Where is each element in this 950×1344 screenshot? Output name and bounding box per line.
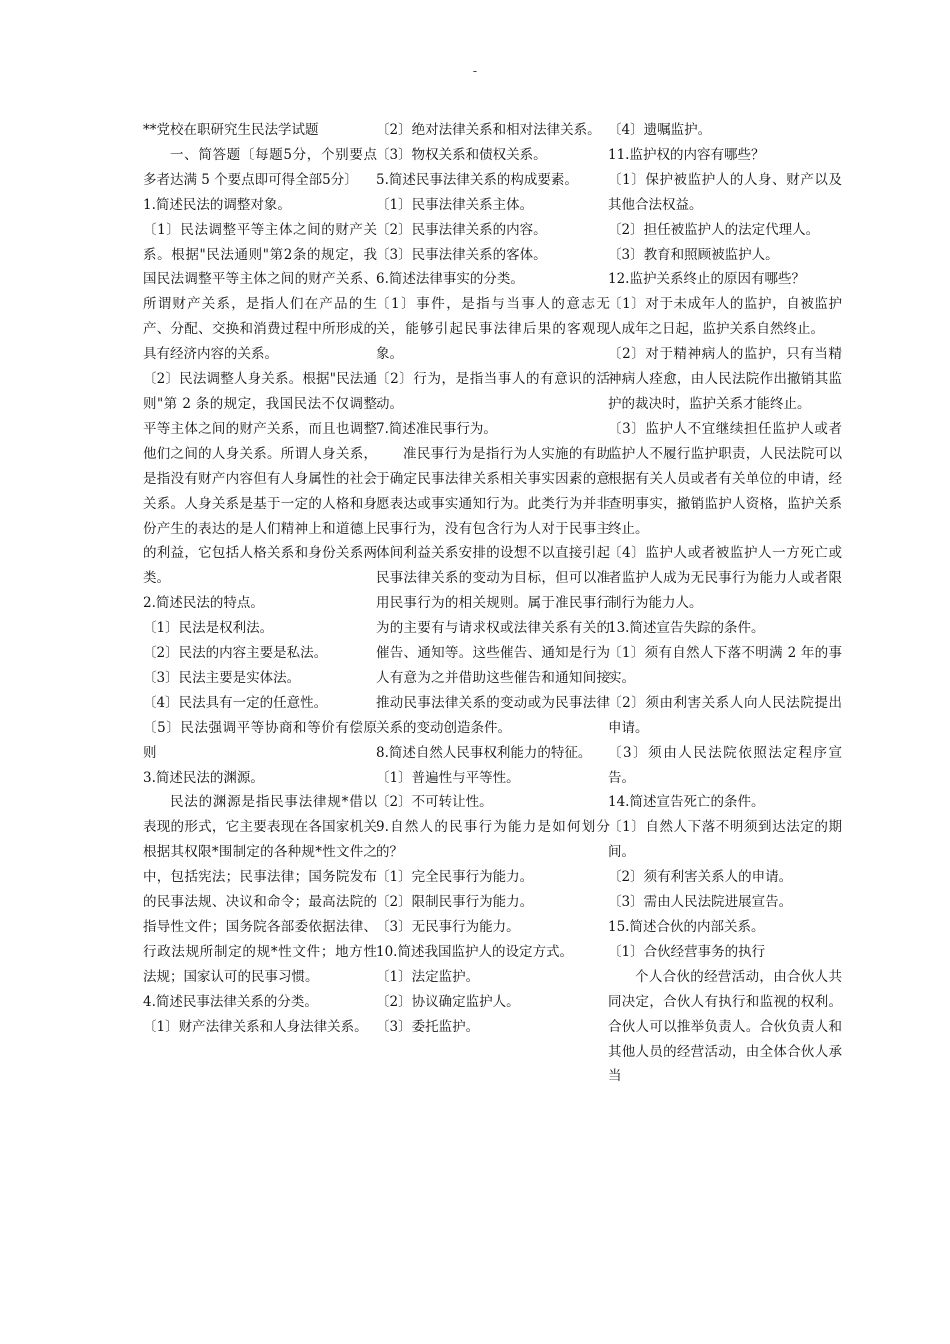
paragraph: 7.简述准民事行为。 — [376, 420, 497, 437]
paragraph: 〔3〕民事法律关系的客体。 — [376, 246, 547, 263]
paragraph: 〔2〕限制民事行为能力。 — [376, 894, 534, 911]
paragraph: 〔3〕物权关系和债权关系。 — [376, 146, 547, 163]
text-column-3 — [608, 118, 842, 1089]
paragraph: **党校在职研究生民法学试题 — [143, 122, 319, 138]
page-header-mark: - — [472, 64, 478, 79]
paragraph: 〔3〕民法主要是实体法。 — [143, 669, 301, 686]
text-column-2 — [376, 118, 610, 1040]
paragraph: 〔3〕无民事行为能力。 — [376, 919, 520, 935]
paragraph: 15.简述合伙的内部关系。 — [608, 919, 765, 935]
paragraph: 〔1〕保护被监护人的人身、财产以及其他合法权益。 — [608, 171, 842, 213]
paragraph: 13.简述宣告失踪的条件。 — [608, 620, 765, 637]
paragraph: 〔1〕财产法律关系和人身法律关系。 — [143, 1018, 368, 1035]
paragraph: 〔1〕合伙经营事务的执行 — [608, 943, 766, 960]
paragraph: 〔2〕行为，是指当事人的有意识的活动。 — [376, 371, 610, 412]
paragraph: 〔3〕监护人不宜继续担任监护人或者监护人不履行监护职责，人民法院可以根据有关人员或者有关单位的申请，经查明事实，撤销监护人资格，监护关系终止。 — [608, 420, 842, 537]
paragraph: 〔4〕遗嘱监护。 — [608, 122, 712, 138]
paragraph: 〔1〕民法是权利法。 — [143, 620, 274, 637]
paragraph: 2.简述民法的特点。 — [143, 595, 264, 612]
paragraph: 〔1〕民法调整平等主体之间的财产关系。根据"民法通则"第2条的规定，我国民法调整平等主体之间的财产关系、所谓财产关系，是指人们在产品的生产、分配、交换和消费过程中所形成的具有经济内容的关系。 — [143, 221, 377, 363]
paragraph: 5.简述民事法律关系的构成要素。 — [376, 171, 578, 188]
paragraph: 〔1〕法定监护。 — [376, 968, 480, 985]
paragraph: 〔1〕事件，是指与当事人的意志无关，能够引起民事法律后果的客观现象。 — [376, 296, 610, 363]
paragraph: 一、简答题〔每题5分，个别要点多者达满 5 个要点即可得全部5分〕 — [143, 146, 377, 188]
paragraph: 〔1〕民事法律关系主体。 — [376, 196, 534, 213]
paragraph: 〔4〕民法具有一定的任意性。 — [143, 694, 328, 711]
paragraph: 准民事行为是指行为人实施的有助于确定民事法律关系相关事实因素的意愿表达或事实通知行为。此类行为并非民事行为，没有包含行为人对于民事主体间利益关系安排的设想不以直接引起民事法律关系的变动为目标，但可以准用民事行为的相关规则。属于准民事行为的主要有与请求权或法律关系有关的催告、通知等。这些催告、通知是行为人有意为之并借助这些催告和通知间接推动民事法律关系的变动或为民事法律关系的变动创造条件。 — [376, 445, 610, 736]
paragraph: 11.监护权的内容有哪些？ — [608, 146, 765, 163]
paragraph: 〔5〕民法强调平等协商和等价有偿原则 — [143, 719, 377, 761]
paragraph: 〔2〕协议确定监护人。 — [376, 993, 520, 1010]
paragraph: 民法的渊源是指民事法律规*借以表现的形式，它主要表现在各国家机关根据其权限*围制定的各种规*性文件之中，包括宪法；民事法律；国务院发布的民事法规、决议和命令；最高法院的指导性文件；国务院各部委依据法律、行政法规所制定的规*性文件；地方性法规；国家认可的民事习惯。 — [143, 794, 377, 985]
paragraph: 〔2〕不可转让性。 — [376, 794, 493, 811]
paragraph: 〔4〕监护人或者被监护人一方死亡或者监护人成为无民事行为能力人或者限制行为能力人。 — [608, 545, 842, 612]
paragraph: 〔2〕民法的内容主要是私法。 — [143, 645, 328, 662]
paragraph: 6.简述法律事实的分类。 — [376, 271, 524, 288]
paragraph: 〔1〕普遍性与平等性。 — [376, 769, 520, 786]
paragraph: 〔1〕自然人下落不明须到达法定的期间。 — [608, 819, 842, 861]
paragraph: 〔3〕委托监护。 — [376, 1018, 480, 1035]
paragraph: 1.简述民法的调整对象。 — [143, 196, 291, 213]
text-column-1 — [143, 118, 377, 1040]
paragraph: 〔2〕民事法律关系的内容。 — [376, 221, 547, 238]
paragraph: 〔3〕需由人民法院进展宣告。 — [608, 894, 793, 911]
paragraph: 8.简述自然人民事权利能力的特征。 — [376, 744, 592, 761]
paragraph: 〔3〕教育和照顾被监护人。 — [608, 246, 779, 263]
paragraph: 9.自然人的民事行为能力是如何划分的？ — [376, 819, 610, 861]
paragraph: 个人合伙的经营活动，由合伙人共同决定，合伙人有执行和监视的权利。合伙人可以推举负责人。合伙负责人和其他人员的经营活动，由全体合伙人承当 — [608, 968, 842, 1085]
paragraph: 14.简述宣告死亡的条件。 — [608, 794, 765, 811]
paragraph: 12.监护关系终止的原因有哪些？ — [608, 271, 805, 288]
paragraph: 〔2〕担任被监护人的法定代理人。 — [608, 221, 820, 238]
paragraph: 〔3〕须由人民法院依照法定程序宣告。 — [608, 744, 842, 786]
paragraph: 〔1〕须有自然人下落不明满 2 年的事实。 — [608, 645, 842, 686]
paragraph: 〔2〕须有利害关系人的申请。 — [608, 869, 793, 886]
paragraph: 3.简述民法的渊源。 — [143, 769, 264, 786]
paragraph: 〔2〕须由利害关系人向人民法院提出申请。 — [608, 694, 842, 736]
paragraph: 〔1〕对于未成年人的监护，自被监护人成年之日起，监护关系自然终止。 — [608, 296, 842, 338]
paragraph: 4.简述民事法律关系的分类。 — [143, 993, 318, 1010]
paragraph: 〔2〕民法调整人身关系。根据"民法通则"第 2 条的规定，我国民法不仅调整平等主体之间的财产关系，而且也调整他们之间的人身关系。所谓人身关系，是指没有财产内容但有人身属性的社会关系。人身关系是基于一定的人格和身份产生的表达的是人们精神上和道德上的利益，它包括人格关系和身份关系两类。 — [143, 371, 377, 587]
paragraph: 〔2〕对于精神病人的监护，只有当精神病人痊愈，由人民法院作出撤销其监护的裁决时，监护关系才能终止。 — [608, 346, 842, 412]
paragraph: 〔2〕绝对法律关系和相对法律关系。 — [376, 122, 601, 138]
paragraph: 〔1〕完全民事行为能力。 — [376, 869, 534, 886]
paragraph: 10.简述我国监护人的设定方式。 — [376, 943, 573, 960]
